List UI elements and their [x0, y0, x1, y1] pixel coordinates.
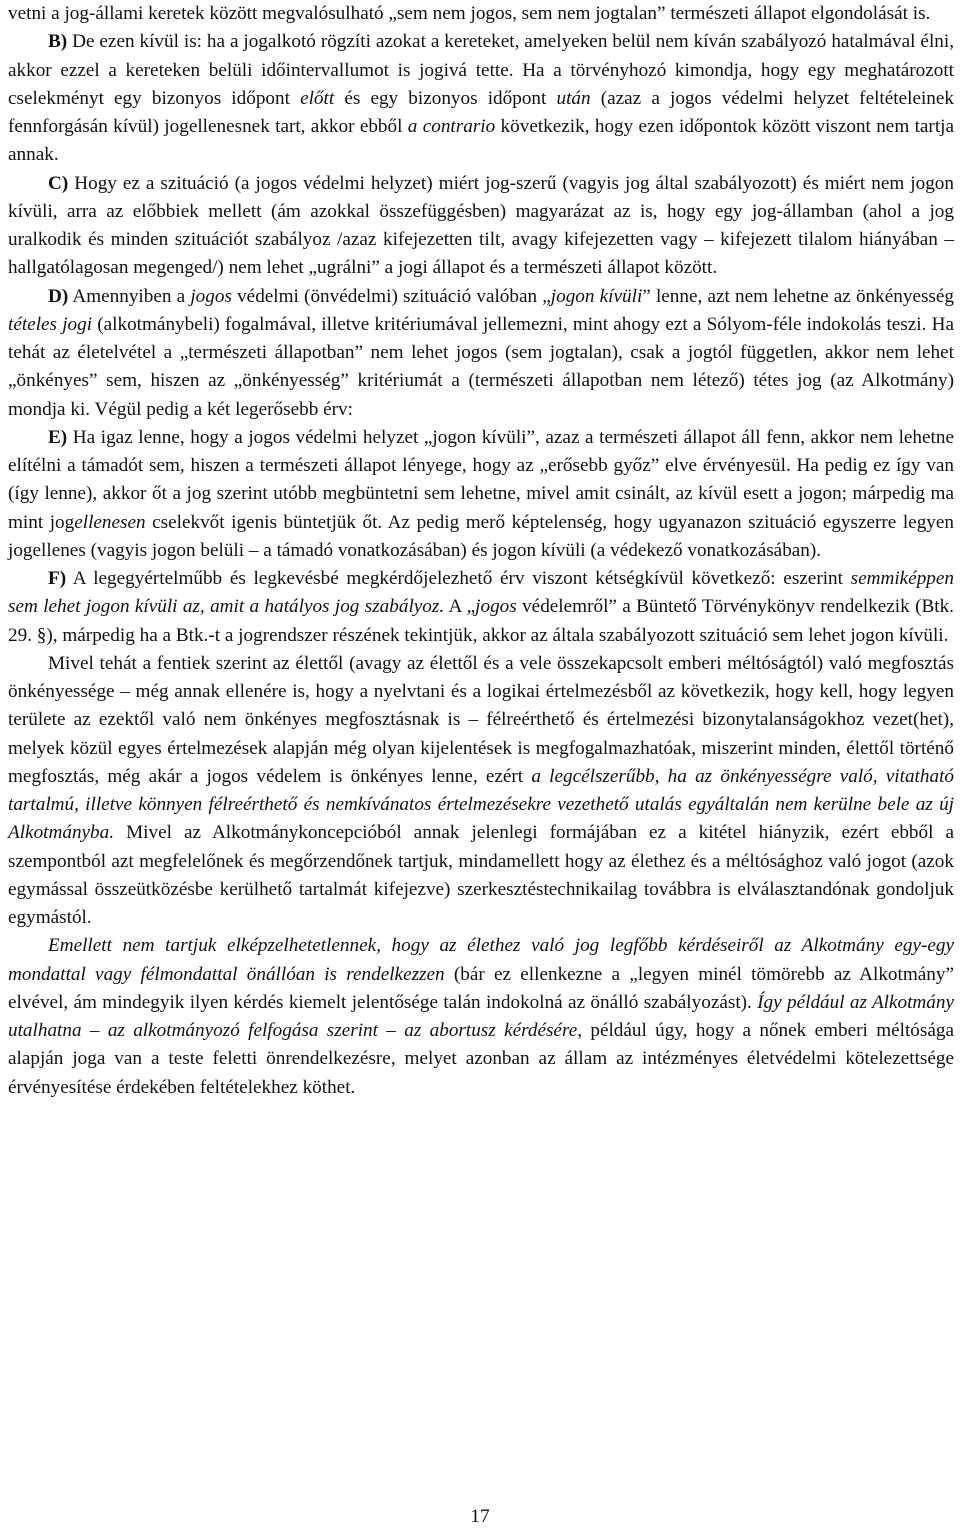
emphasized-text: a contrario	[407, 116, 496, 137]
text-run: A legegyértelműbb és legkevésbé megkérdőjelezhető érv viszont kétségkívül következő: eszerint	[66, 568, 851, 589]
text-run: , például úgy, hogy a nőnek emberi méltósága alapján joga van a teste feletti önrendelkezésre, melyet azonban az állam az intézményes életvédelmi kötelezettsége érvényesítése érdekében feltételekhez köthet.	[8, 1020, 954, 1098]
paragraph-conclusion	[8, 650, 954, 933]
emphasized-text: jogon kívüli	[550, 285, 643, 307]
paragraph-label: F)	[48, 568, 67, 589]
page-number: 17	[470, 1506, 490, 1527]
text-run: vetni a jog-állami keretek között megvalósulható „sem nem jogos, sem nem jogtalan” természeti állapot elgondolását is.	[8, 3, 931, 24]
text-run: Mivel az Alkotmánykoncepcióból annak jelenlegi formájában ez a kitétel hiányzik, ezért ebből a szempontból azt megfelelőnek és megőrzendőnek tartjuk, mindamellett hogy az élethez és a méltósághoz való jogot (azok egymással összeütközésbe kerülhető tartalmát kifejezve) szerkesztéstechnikailag továbbra is elválasztandónak gondoljuk egymástól.	[8, 822, 954, 928]
emphasized-text: tételes jogi	[8, 313, 93, 335]
text-run: De ezen kívül is: ha a jogalkotó rögzíti azokat a kereteket, amelyeken belül nem kíván szabályozó hatalmával élni, akkor ezzel a kereteken belüli időintervallumot is jogivá tette. Ha a törvényhozó kimondja, hogy egy meghatározott cselekményt egy bizonyos időpont	[8, 31, 954, 109]
emphasized-text: után	[556, 87, 591, 109]
emphasized-text: Így például az Alkotmány utalhatna – az alkotmányozó felfogása szerint – az abortusz kérdésére	[8, 991, 954, 1041]
emphasized-text: Emellett nem tartjuk elképzelhetetlennek, hogy az élethez való jog legfőbb kérdéseiről az Alkotmány egy-egy mondattal vagy félmondattal önállóan is rendelkezzen	[8, 935, 954, 985]
paragraph-proposal	[8, 932, 954, 1102]
text-run: Mivel tehát a fentiek szerint az élettől (avagy az élettől és a vele összekapcsolt emberi méltóságtól) való megfosztás önkényessége – még annak ellenére is, hogy a nyelvtani és a logikai értelmezésből az következik, hogy kell, hogy legyen területe az ezektől való nem önkényes megfosztásnak is – félreérthető és értelmezési bizonytalanságokhoz vezet(het), melyek közül egyes értelmezések alapján még olyan kijelentések is megfogalmazhatóak, miszerint minden, élettől történő megfosztás, még akár a jogos védelem is önkényes lenne, ezért	[8, 652, 954, 787]
text-run: Hogy ez a szituáció (a jogos védelmi helyzet) miért jog-szerű (vagyis jog által szabályozott) és miért nem jogon kívüli, arra az előbbiek mellett (ám azokkal összefüggésben) magyarázat az is, hogy egy jog-államban (ahol a jog uralkodik és minden szituációt szabályoz /azaz kifejezetten tilt, avagy kifejezetten vagy – kifejezett tilalom hiányában – hallgatólagosan megenged/) nem lehet „ugrálni” a jogi állapot és a természeti állapot között.	[8, 172, 954, 279]
paragraph-argument-c	[8, 170, 954, 283]
text-run: védelemről” a Büntető Törvénykönyv rendelkezik (Btk. 29. §), márpedig ha a Btk.-t a jogrendszer részének tekintjük, akkor az általa szabályozott szituáció sem lehet jogon kívüli.	[8, 596, 954, 646]
paragraph-intro-continuation	[8, 0, 954, 28]
text-run: cselekvőt igenis büntetjük őt. Az pedig merő képtelenség, hogy ugyanazon szituáció egyszerre legyen jogellenes (vagyis jogon belüli – a támadó vonatkozásában) és jogon kívüli (a védekező vonatkozásában).	[8, 511, 954, 561]
emphasized-text: a legcélszerűbb, ha az önkényességre való, vitatható tartalmú, illetve könnyen félreérthető és nemkívánatos értelmezésekre vezethető utalás egyáltalán nem kerülne bele az új Alkotmányba.	[8, 765, 954, 844]
paragraph-label: B)	[48, 31, 68, 53]
text-run: Ha igaz lenne, hogy a jogos védelmi helyzet „jogon kívüli”, azaz a természeti állapot áll fenn, akkor nem lehetne elítélni a támadót sem, hiszen a természeti állapot lényege, hogy az „erősebb győz” elve érvényesül. Ha pedig ez így van (így lenne), akkor őt a jog szerint utóbb megbüntetni sem lehetne, mivel amit csinált, az kívül esett a jogon; márpedig ma mint jog	[8, 426, 954, 533]
paragraph-label: D)	[48, 285, 69, 307]
document-page	[8, 0, 954, 1102]
paragraph-label: E)	[48, 426, 68, 448]
text-run: Amennyiben a	[68, 285, 191, 307]
paragraph-argument-e	[8, 424, 954, 565]
text-run: (azaz a jogos védelmi helyzet feltételeinek fennforgásán kívül) jogellenesnek tart, akkor ebből	[8, 87, 954, 137]
paragraph-argument-b	[8, 28, 954, 169]
text-run: védelmi (önvédelmi) szituáció valóban „	[231, 285, 551, 307]
paragraph-argument-d	[8, 283, 954, 424]
text-run: következik, hogy ezen időpontok között viszont nem tartja annak.	[8, 116, 954, 166]
emphasized-text: semmiképpen sem lehet jogon kívüli az, amit a hatályos jog szabályoz.	[8, 568, 954, 618]
text-run: ” lenne, azt nem lehetne az önkényesség	[642, 285, 955, 307]
text-run: és egy bizonyos időpont	[334, 87, 557, 109]
text-run: (alkotmánybeli) fogalmával, illetve kritériumával jellemezni, mint ahogy ezt a Sólyom-féle indokolás teszi. Ha tehát az életelvétel a „természeti állapotban” nem lehet jogos (sem jogtalan), csak a jogtól független, akkor nem lehet „önkényes” sem, hiszen az „önkényesség” kritériumát a (természeti állapotban nem létező) tétes jog (az Alkotmány) mondja ki. Végül pedig a két legerősebb érv:	[8, 313, 954, 420]
paragraph-label: C)	[48, 172, 69, 194]
emphasized-text: jogos	[475, 596, 517, 618]
text-run: (bár ez ellenkezne a „legyen minél tömörebb az Alkotmány” elvével, ám mindegyik ilyen kérdés kiemelt jelentősége talán indokolná az önálló szabályozást).	[8, 963, 954, 1013]
paragraph-argument-f	[8, 565, 954, 650]
emphasized-text: előtt	[300, 87, 335, 109]
emphasized-text: jogos	[190, 285, 232, 307]
emphasized-text: ellenesen	[74, 511, 146, 533]
text-run: A „	[444, 596, 476, 618]
